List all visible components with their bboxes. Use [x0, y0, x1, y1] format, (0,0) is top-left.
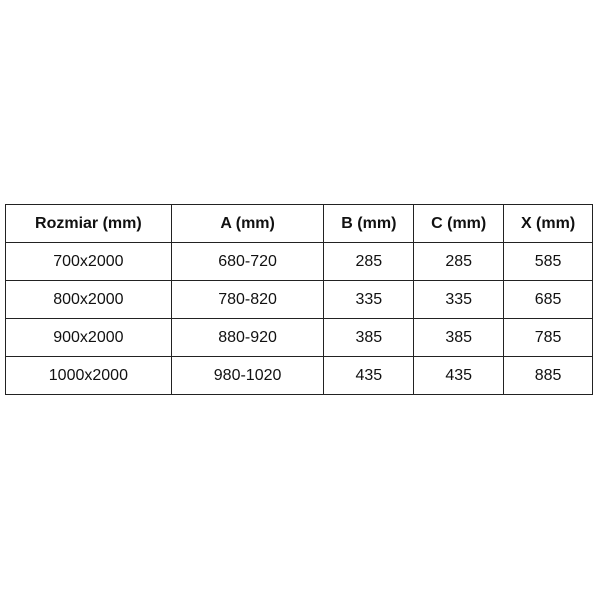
cell-b: 385: [324, 319, 414, 357]
header-size: Rozmiar (mm): [6, 205, 172, 243]
cell-size: 700x2000: [6, 243, 172, 281]
cell-a: 980-1020: [171, 357, 324, 395]
header-x: X (mm): [504, 205, 593, 243]
cell-size: 900x2000: [6, 319, 172, 357]
cell-x: 785: [504, 319, 593, 357]
table-row: [6, 281, 593, 319]
cell-c: 335: [414, 281, 504, 319]
header-b: B (mm): [324, 205, 414, 243]
cell-c: 285: [414, 243, 504, 281]
cell-x: 585: [504, 243, 593, 281]
cell-size: 1000x2000: [6, 357, 172, 395]
cell-b: 285: [324, 243, 414, 281]
cell-b: 435: [324, 357, 414, 395]
dimensions-table: [5, 204, 593, 395]
table-header-row: [6, 205, 593, 243]
cell-b: 335: [324, 281, 414, 319]
cell-size: 800x2000: [6, 281, 172, 319]
header-c: C (mm): [414, 205, 504, 243]
header-a: A (mm): [171, 205, 324, 243]
table-row: [6, 243, 593, 281]
table-row: [6, 357, 593, 395]
cell-x: 685: [504, 281, 593, 319]
cell-x: 885: [504, 357, 593, 395]
cell-c: 435: [414, 357, 504, 395]
table-row: [6, 319, 593, 357]
cell-a: 780-820: [171, 281, 324, 319]
cell-c: 385: [414, 319, 504, 357]
cell-a: 880-920: [171, 319, 324, 357]
cell-a: 680-720: [171, 243, 324, 281]
